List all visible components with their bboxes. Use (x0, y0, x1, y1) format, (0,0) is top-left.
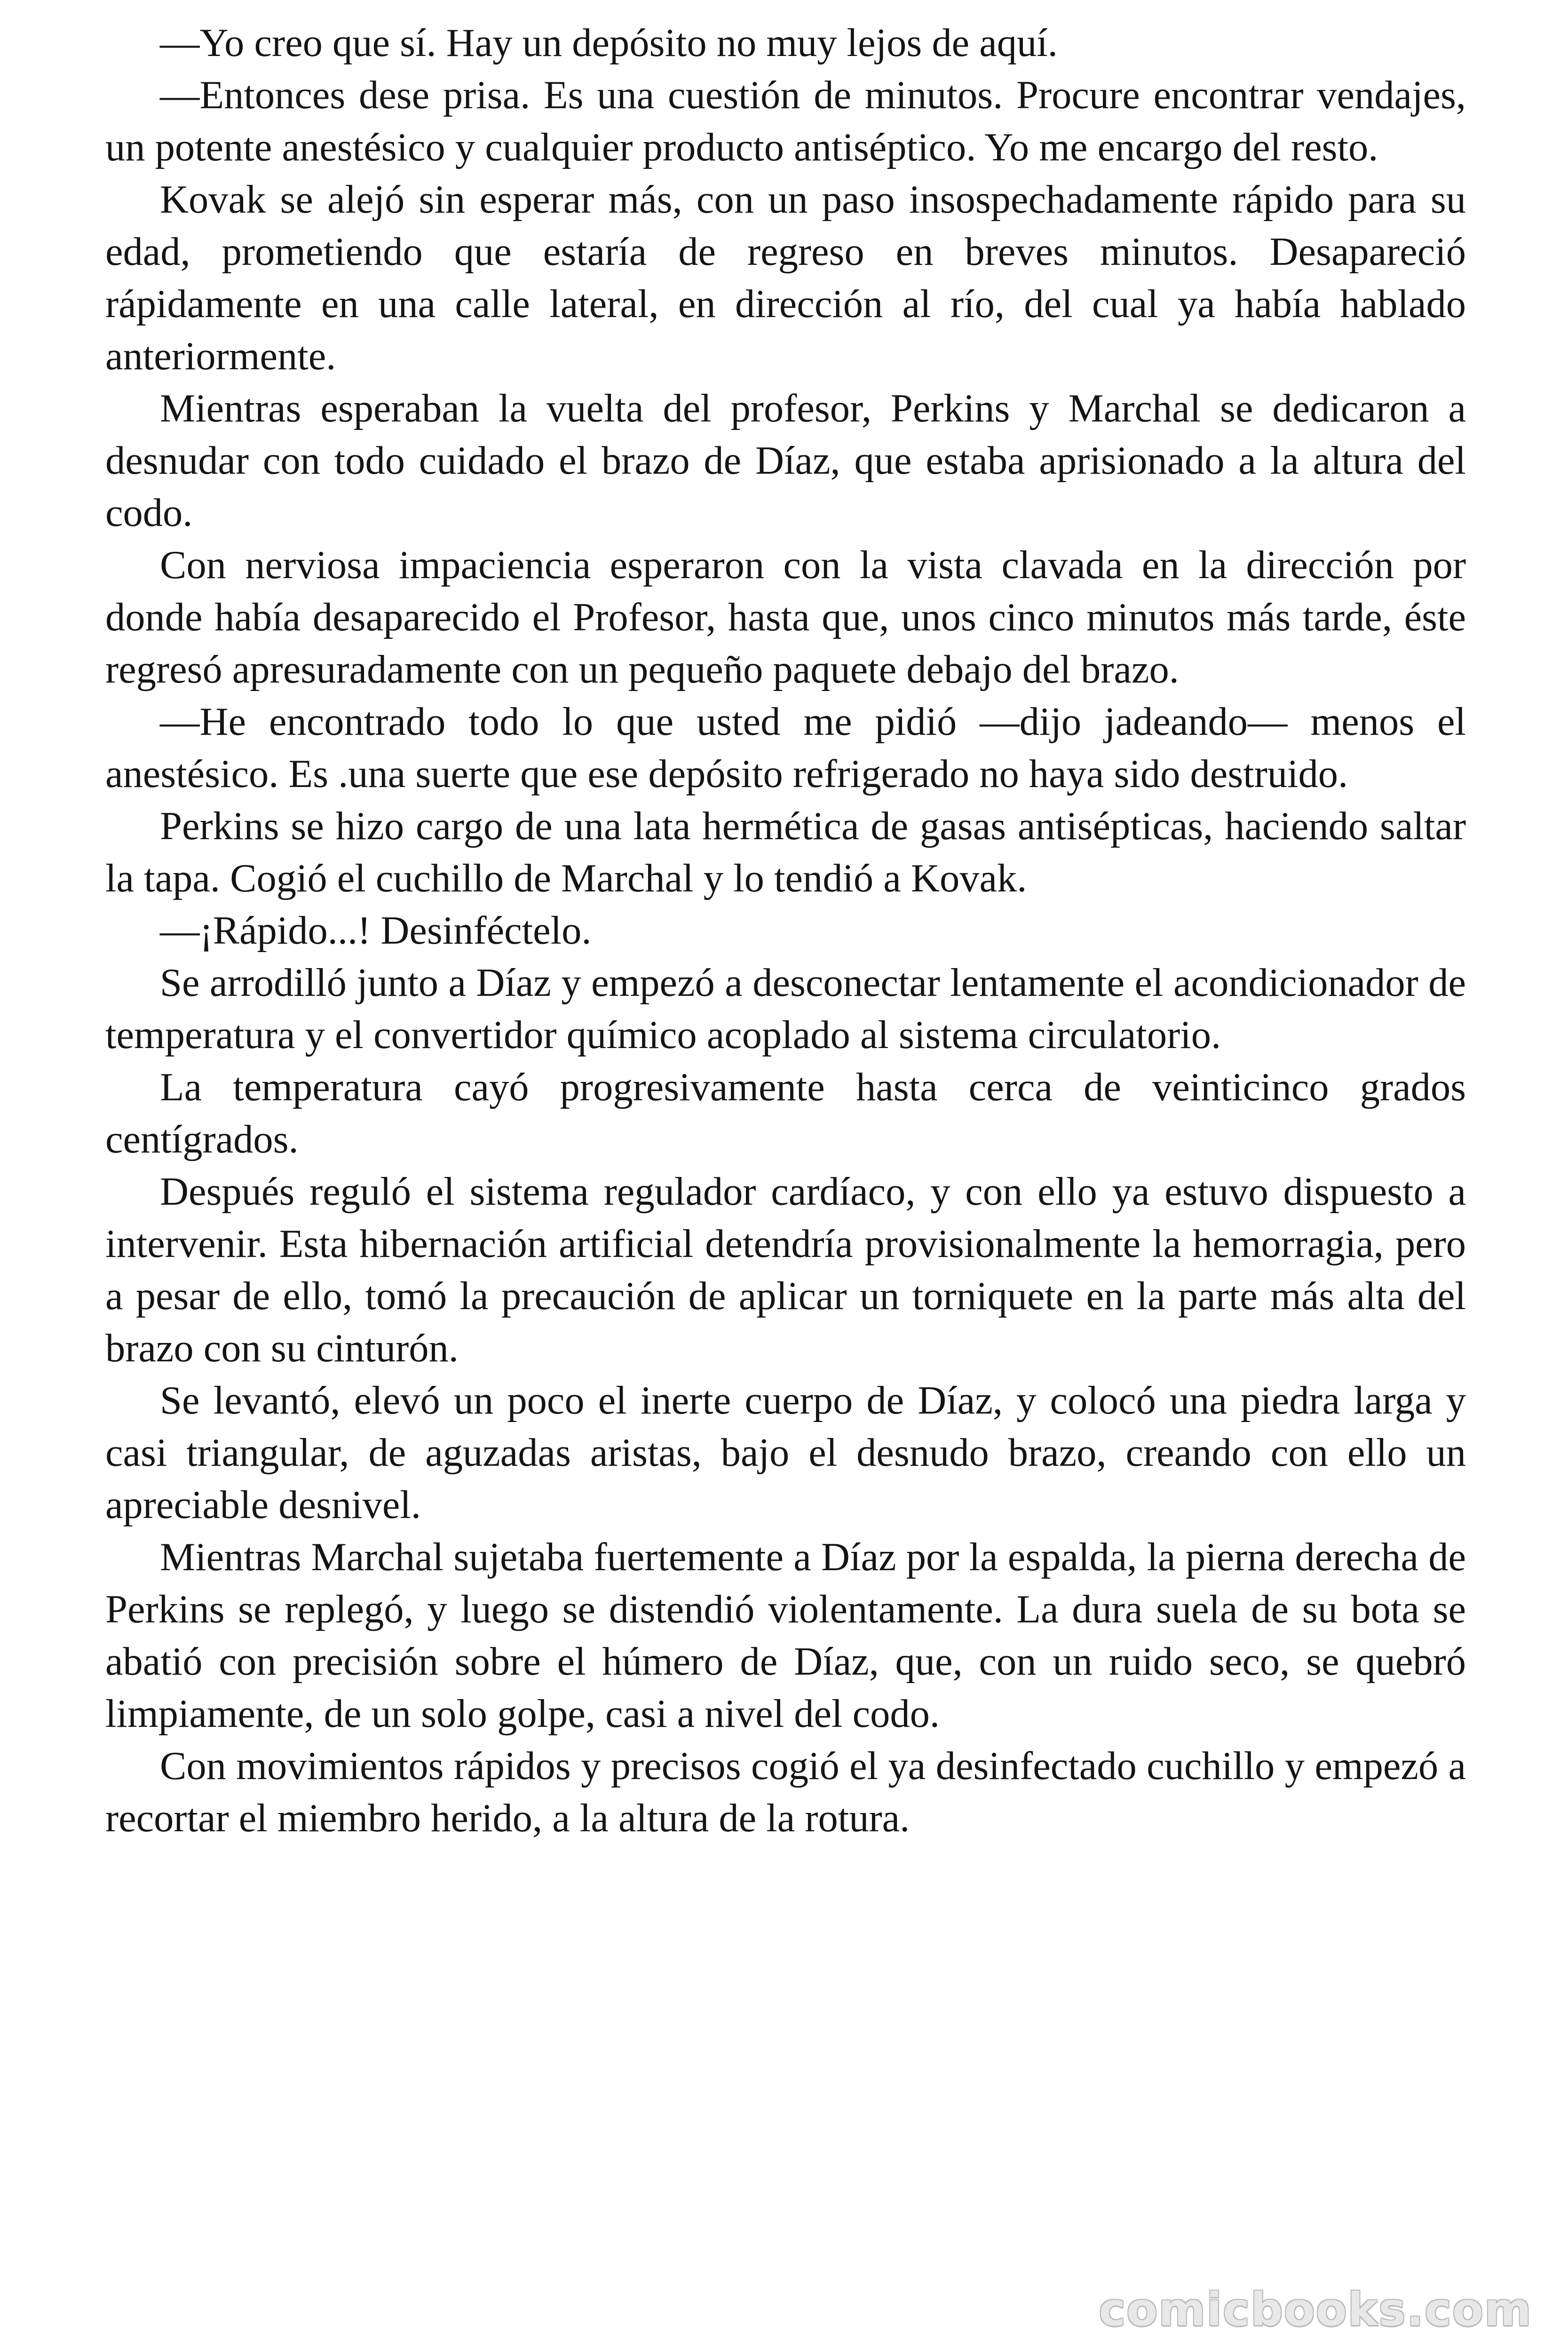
paragraph-8: —¡Rápido...! Desinféctelo. (160, 909, 592, 953)
body-text (105, 17, 1466, 1844)
paragraph-2: —Entonces dese prisa. Es una cuestión de minutos. Procure encontrar vendajes, un potente anestésico y cualquier producto antiséptico. Yo me encargo del resto. (105, 73, 1466, 169)
paragraph-4: Mientras esperaban la vuelta del profesor, Perkins y Marchal se dedicaron a desnudar con todo cuidado el brazo de Díaz, que estaba aprisionado a la altura del codo. (105, 387, 1466, 535)
paragraph-9: Se arrodilló junto a Díaz y empezó a desconectar lentamente el acondicionador de temperatura y el convertidor químico acoplado al sistema circulatorio. (105, 961, 1466, 1057)
paragraph-13: Mientras Marchal sujetaba fuertemente a Díaz por la espalda, la pierna derecha de Perkins se replegó, y luego se distendió violentamente. La dura suela de su bota se abatió con precisión sobre el húmero de Díaz, que, con un ruido seco, se quebró limpiamente, de un solo golpe, casi a nivel del codo. (105, 1535, 1466, 1736)
paragraph-11: Después reguló el sistema regulador cardíaco, y con ello ya estuvo dispuesto a intervenir. Esta hibernación artificial detendría provisionalmente la hemorragia, pero a pesar de ello, tomó la precaución de aplicar un torniquete en la parte más alta del brazo con su cinturón. (105, 1170, 1466, 1370)
paragraph-3: Kovak se alejó sin esperar más, con un paso insospechadamente rápido para su edad, prometiendo que estaría de regreso en breves minutos. Desapareció rápidamente en una calle lateral, en dirección al río, del cual ya había hablado anteriormente. (105, 178, 1466, 378)
paragraph-1: —Yo creo que sí. Hay un depósito no muy lejos de aquí. (160, 21, 1058, 65)
paragraph-10: La temperatura cayó progresivamente hasta cerca de veinticinco grados centígrados. (105, 1065, 1466, 1161)
site-watermark: comicbooks.com (1099, 2283, 1532, 2336)
paragraph-12: Se levantó, elevó un poco el inerte cuerpo de Díaz, y colocó una piedra larga y casi triangular, de aguzadas aristas, bajo el desnudo brazo, creando con ello un apreciable desnivel. (105, 1379, 1466, 1527)
paragraph-7: Perkins se hizo cargo de una lata hermética de gasas antisépticas, haciendo saltar la tapa. Cogió el cuchillo de Marchal y lo tendió a Kovak. (105, 804, 1466, 900)
paragraph-5: Con nerviosa impaciencia esperaron con la vista clavada en la dirección por donde había desaparecido el Profesor, hasta que, unos cinco minutos más tarde, éste regresó apresuradamente con un pequeño paquete debajo del brazo. (105, 543, 1466, 691)
paragraph-6: —He encontrado todo lo que usted me pidió —dijo jadeando— menos el anestésico. Es .una suerte que ese depósito refrigerado no haya sido destruido. (105, 700, 1466, 796)
paragraph-14: Con movimientos rápidos y precisos cogió el ya desinfectado cuchillo y empezó a recortar el miembro herido, a la altura de la rotura. (105, 1744, 1466, 1840)
